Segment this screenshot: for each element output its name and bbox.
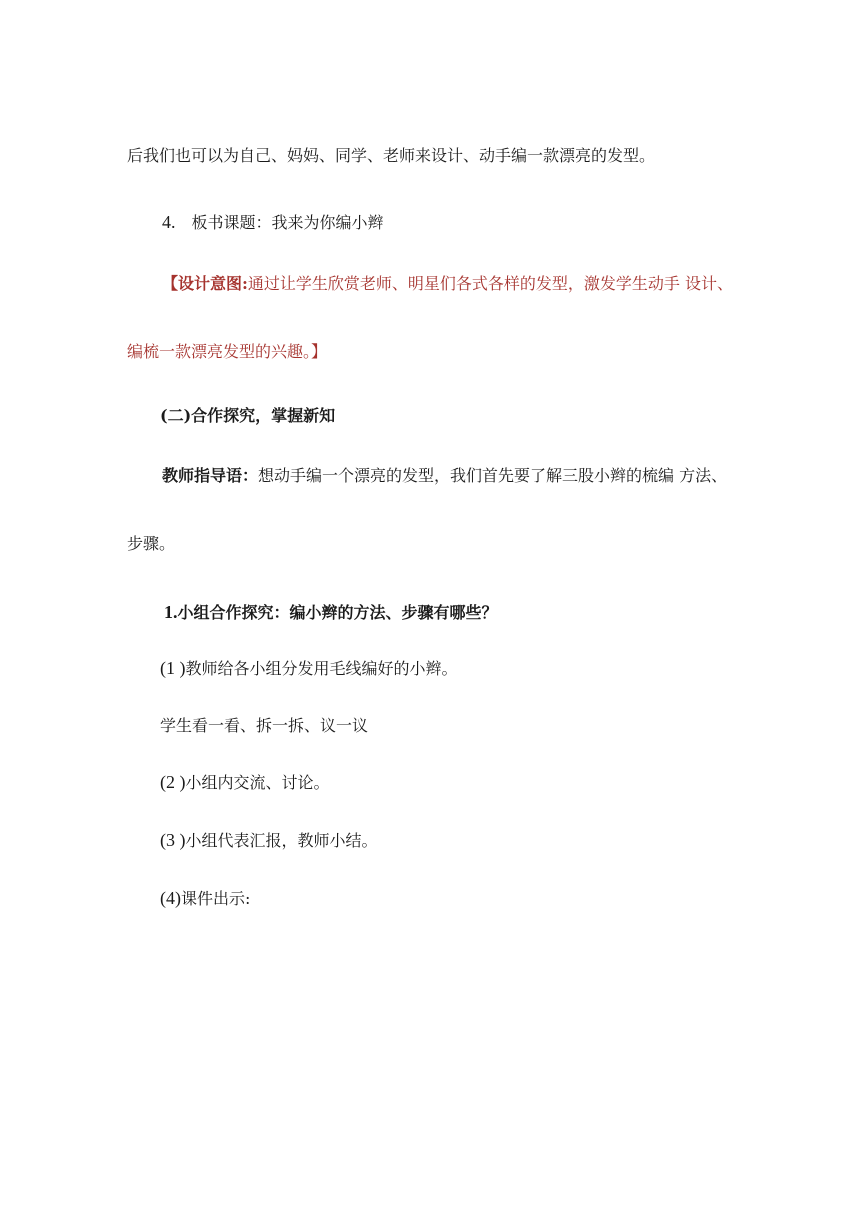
step-1 bbox=[164, 602, 498, 623]
sub-item-2-text: 小组内交流、讨论。 bbox=[185, 773, 330, 792]
sub-item-1 bbox=[160, 658, 458, 679]
design-intent-text-2: 编梳一款漂亮发型的兴趣。】 bbox=[127, 342, 328, 361]
sub-item-1-number: (1 ) bbox=[160, 658, 186, 678]
continuation-text: 后我们也可以为自己、妈妈、同学、老师来设计、动手编一款漂亮的发型。 bbox=[127, 146, 656, 165]
sub-item-2 bbox=[160, 772, 330, 793]
section-2-heading-text: (二)合作探究，掌握新知 bbox=[160, 406, 336, 425]
sub-item-1-note bbox=[160, 716, 368, 736]
design-intent-text-1: 通过让学生欣赏老师、明星们各式各样的发型，激发学生动手 设计、 bbox=[247, 274, 734, 293]
sub-item-4-text: 课件出示: bbox=[181, 889, 251, 908]
teacher-guide-label: 教师指导语： bbox=[162, 466, 259, 485]
sub-item-3-number: (3 ) bbox=[160, 830, 186, 850]
design-intent-line2 bbox=[127, 342, 327, 362]
teacher-guide-text-1: 想动手编一个漂亮的发型，我们首先要了解三股小辫的梳编 方法、 bbox=[258, 466, 728, 485]
teacher-guide-line2 bbox=[127, 534, 175, 554]
sub-item-4 bbox=[160, 888, 250, 909]
item-4 bbox=[162, 212, 384, 233]
section-2-heading bbox=[160, 406, 335, 426]
item-4-text: 板书课题：我来为你编小辫 bbox=[191, 213, 384, 232]
design-intent-line1 bbox=[162, 274, 733, 294]
sub-item-4-number: (4) bbox=[160, 888, 181, 908]
sub-item-3 bbox=[160, 830, 378, 851]
step-1-text: 小组合作探究：编小辫的方法、步骤有哪些？ bbox=[177, 603, 498, 622]
sub-item-1-text: 教师给各小组分发用毛线编好的小辫。 bbox=[185, 659, 458, 678]
design-intent-label: 【设计意图: bbox=[162, 274, 248, 293]
sub-item-1-note-text: 学生看一看、拆一拆、议一议 bbox=[160, 716, 369, 735]
item-4-number: 4. bbox=[162, 212, 176, 232]
sub-item-3-text: 小组代表汇报，教师小结。 bbox=[185, 831, 378, 850]
step-1-number: 1. bbox=[164, 602, 178, 622]
teacher-guide-line1 bbox=[162, 466, 727, 486]
sub-item-2-number: (2 ) bbox=[160, 772, 186, 792]
paragraph-continuation bbox=[127, 146, 655, 166]
teacher-guide-text-2: 步骤。 bbox=[127, 534, 176, 553]
